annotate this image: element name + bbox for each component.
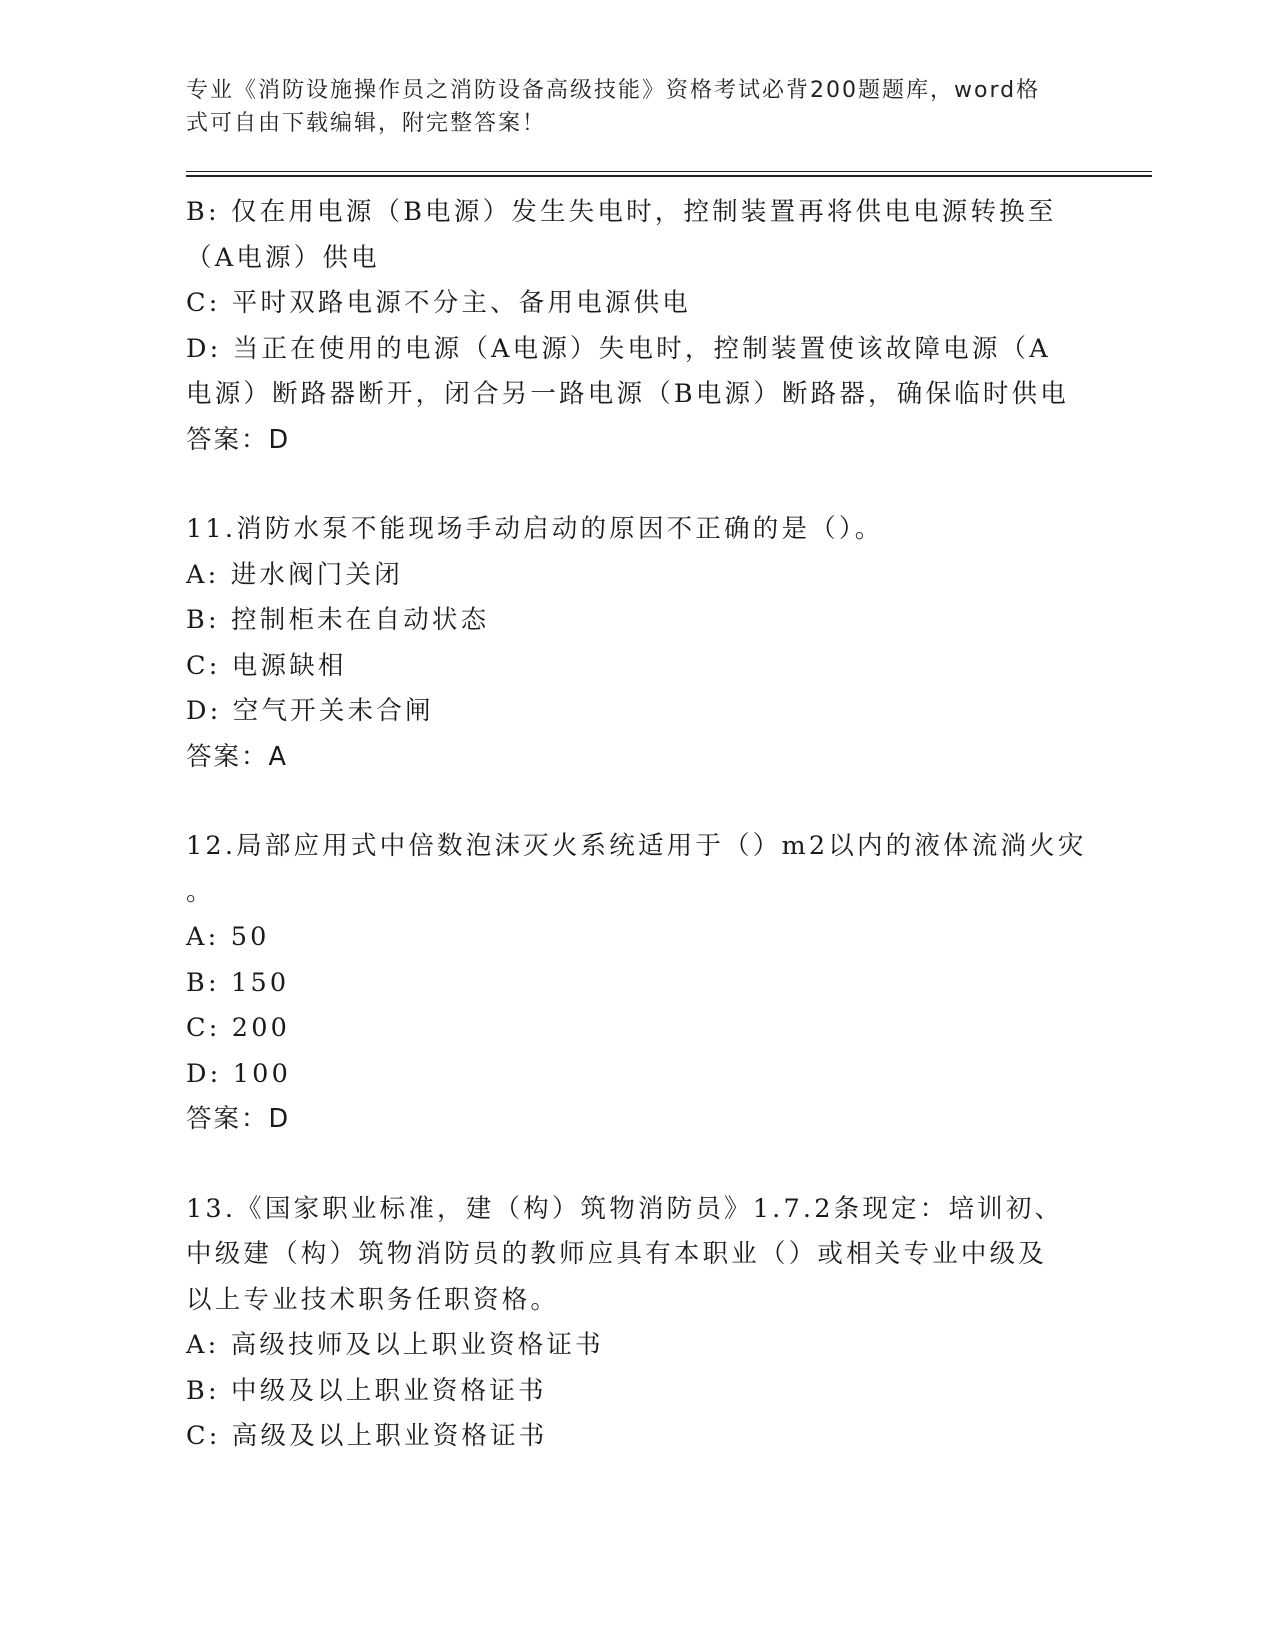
question-text-line-1: 12.局部应用式中倍数泡沫灭火系统适用于（）m2以内的液体流淌火灾 [186,831,1087,861]
document-header [186,74,1066,140]
question-13 [186,1187,1086,1460]
question-10-continued [186,190,1086,463]
answer-label: 答案：D [186,1104,291,1134]
option-b-line-1: B: 仅在用电源（B电源）发生失电时，控制装置再将供电电源转换至 [186,197,1057,227]
question-text-line-1: 13.《国家职业标准，建（构）筑物消防员》1.7.2条现定：培训初、 [186,1193,1064,1224]
spacer [186,780,1086,824]
option-b: B: 150 [186,967,290,998]
question-list [186,190,1086,1460]
option-a: A: 高级技师及以上职业资格证书 [186,1330,604,1360]
question-11 [186,507,1086,780]
header-line-2: 式可自由下载编辑，附完整答案！ [186,111,547,136]
option-d-line-1: D: 当正在使用的电源（A电源）失电时，控制装置使该故障电源（A [186,333,1051,364]
option-a: A: 进水阀门关闭 [186,559,403,590]
option-c: C: 平时双路电源不分主、备用电源供电 [186,288,692,318]
question-text-line-3: 以上专业技术职务任职资格。 [186,1284,560,1315]
option-b: B: 中级及以上职业资格证书 [186,1375,547,1406]
spacer [186,463,1086,507]
header-line-1: 专业《消防设施操作员之消防设备高级技能》资格考试必背200题题库，word格 [186,78,1041,103]
header-divider-top [186,171,1152,172]
question-12 [186,824,1086,1143]
question-text-line-2: 中级建（构）筑物消防员的教师应具有本职业（）或相关专业中级及 [186,1239,1048,1269]
question-text: 11.消防水泵不能现场手动启动的原因不正确的是（）。 [186,514,884,544]
option-a: A: 50 [186,922,270,952]
question-text-line-2: 。 [186,876,215,907]
option-d-line-2: 电源）断路器断开，闭合另一路电源（B电源）断路器，确保临时供电 [186,379,1069,409]
option-d: D: 空气开关未合闸 [186,696,434,726]
option-c: C: 高级及以上职业资格证书 [186,1421,548,1451]
option-d: D: 100 [186,1058,292,1089]
option-b: B: 控制柜未在自动状态 [186,605,490,635]
spacer [186,1143,1086,1187]
option-c: C: 电源缺相 [186,650,347,681]
answer-label: 答案：D [186,424,291,455]
header-divider-bottom [186,175,1152,177]
answer-label: 答案：A [186,741,288,772]
option-b-line-2: （A电源）供电 [186,242,380,273]
option-c: C: 200 [186,1013,291,1043]
